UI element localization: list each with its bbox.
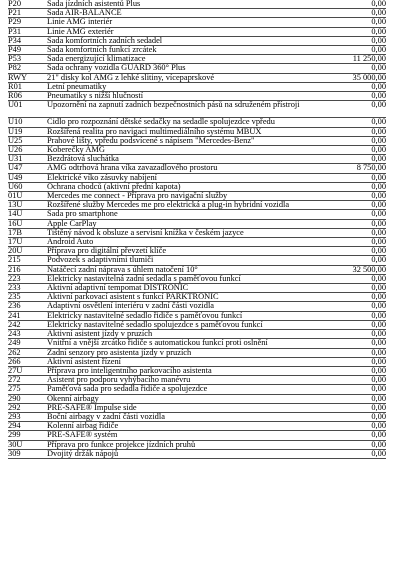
option-description: AMG odtrhová hrana víka zavazadlového prostoru <box>45 164 330 173</box>
table-row <box>8 265 386 274</box>
option-description: Příprava pro digitální převzetí klíče <box>45 247 330 256</box>
option-code: 13U <box>8 201 45 210</box>
option-description: Sada komfortních funkcí zrcátek <box>45 46 330 55</box>
option-price: 0,00 <box>330 118 386 127</box>
option-price: 0,00 <box>330 431 386 440</box>
option-description: Ochrana chodců (aktivní přední kapota) <box>45 182 330 191</box>
table-row <box>8 348 386 357</box>
option-price: 0,00 <box>330 82 386 91</box>
option-price: 0,00 <box>330 422 386 431</box>
option-code: RWY <box>8 73 45 82</box>
option-description: Elektricky nastavitelné sedadlo spolujezdce s paměťovou funkcí <box>45 320 330 329</box>
option-description: Sada komfortních zadních sedadel <box>45 36 330 45</box>
table-row <box>8 0 386 9</box>
option-price: 0,00 <box>330 182 386 191</box>
option-description: Linie AMG exteriér <box>45 27 330 36</box>
option-description: Příprava pro inteligentního parkovacího asistenta <box>45 366 330 375</box>
option-description: Kolenní airbag řidiče <box>45 422 330 431</box>
option-description: Elektricky nastavitelná zadní sedadla s paměťovou funkcí <box>45 274 330 283</box>
option-description: Boční airbagy v zadní části vozidla <box>45 412 330 421</box>
option-code: P21 <box>8 9 45 18</box>
table-row <box>8 412 386 421</box>
option-price: 0,00 <box>330 357 386 366</box>
options-table-body <box>8 0 386 458</box>
option-price: 0,00 <box>330 320 386 329</box>
option-code: P82 <box>8 64 45 73</box>
table-row <box>8 164 386 173</box>
option-price: 0,00 <box>330 46 386 55</box>
table-row <box>8 311 386 320</box>
option-price: 0,00 <box>330 146 386 155</box>
option-price: 0,00 <box>330 27 386 36</box>
option-description: Sada jízdních asistentů Plus <box>45 0 330 9</box>
table-row <box>8 449 386 458</box>
option-price: 0,00 <box>330 403 386 412</box>
option-price: 0,00 <box>330 36 386 45</box>
option-description: Apple CarPlay <box>45 219 330 228</box>
option-code: 243 <box>8 330 45 339</box>
option-code: 242 <box>8 320 45 329</box>
table-row <box>8 118 386 127</box>
option-description: Mercedes me connect - Příprava pro navigační služby <box>45 192 330 201</box>
option-description: Dvojitý držák nápojů <box>45 449 330 458</box>
option-price: 0,00 <box>330 101 386 118</box>
option-code: 27U <box>8 366 45 375</box>
option-code: P31 <box>8 27 45 36</box>
table-row <box>8 55 386 64</box>
option-price: 0,00 <box>330 173 386 182</box>
option-code: 30U <box>8 440 45 449</box>
table-row <box>8 64 386 73</box>
option-price: 0,00 <box>330 440 386 449</box>
option-code: 17B <box>8 228 45 237</box>
options-price-list <box>8 0 386 459</box>
option-code: U10 <box>8 118 45 127</box>
option-code: 17U <box>8 238 45 247</box>
table-row <box>8 385 386 394</box>
option-description: Sada pro smartphone <box>45 210 330 219</box>
option-price: 0,00 <box>330 238 386 247</box>
option-code: 299 <box>8 431 45 440</box>
option-price: 0,00 <box>330 348 386 357</box>
option-price: 0,00 <box>330 293 386 302</box>
table-row <box>8 440 386 449</box>
option-description: Adaptivní osvětlení interiéru v zadní části vozidla <box>45 302 330 311</box>
option-description: Android Auto <box>45 238 330 247</box>
table-row <box>8 394 386 403</box>
option-price: 35 000,00 <box>330 73 386 82</box>
option-price: 0,00 <box>330 18 386 27</box>
table-row <box>8 146 386 155</box>
option-code: 249 <box>8 339 45 348</box>
option-code: 236 <box>8 302 45 311</box>
option-code: 215 <box>8 256 45 265</box>
option-description: Elektrické víko zásuvky nabíjení <box>45 173 330 182</box>
table-row <box>8 431 386 440</box>
option-description: 21" disky kol AMG z lehké slitiny, vícepaprskové <box>45 73 330 82</box>
option-price: 0,00 <box>330 136 386 145</box>
option-price: 0,00 <box>330 201 386 210</box>
option-code: 262 <box>8 348 45 357</box>
option-description: Linie AMG interiér <box>45 18 330 27</box>
table-row <box>8 330 386 339</box>
option-price: 0,00 <box>330 155 386 164</box>
table-row <box>8 27 386 36</box>
option-price: 0,00 <box>330 256 386 265</box>
table-row <box>8 136 386 145</box>
table-row <box>8 155 386 164</box>
table-row <box>8 127 386 136</box>
table-row <box>8 274 386 283</box>
option-code: 309 <box>8 449 45 458</box>
table-row <box>8 101 386 118</box>
option-description: Koberečky AMG <box>45 146 330 155</box>
option-description: Pneumatiky s nižší hlučností <box>45 92 330 101</box>
option-code: U31 <box>8 155 45 164</box>
option-code: R01 <box>8 82 45 91</box>
option-code: 272 <box>8 376 45 385</box>
option-description: Natáčecí zadní náprava s úhlem natočení 10° <box>45 265 330 274</box>
table-row <box>8 46 386 55</box>
table-row <box>8 339 386 348</box>
option-price: 0,00 <box>330 0 386 9</box>
table-row <box>8 192 386 201</box>
option-price: 0,00 <box>330 9 386 18</box>
option-description: Čidlo pro rozpoznání dětské sedačky na sedadle spolujezdce vpředu <box>45 118 330 127</box>
option-price: 0,00 <box>330 210 386 219</box>
option-description: PRE-SAFE® systém <box>45 431 330 440</box>
options-table <box>8 0 386 459</box>
option-code: U26 <box>8 146 45 155</box>
option-price: 0,00 <box>330 302 386 311</box>
option-description: Příprava pro funkce projekce jízdních pruhů <box>45 440 330 449</box>
option-description: Vnitřní a vnější zrcátko řidiče s automatickou funkcí proti oslnění <box>45 339 330 348</box>
option-code: R06 <box>8 92 45 101</box>
option-code: P29 <box>8 18 45 27</box>
table-row <box>8 82 386 91</box>
option-price: 0,00 <box>330 394 386 403</box>
option-code: 235 <box>8 293 45 302</box>
option-description: Letní pneumatiky <box>45 82 330 91</box>
option-price: 0,00 <box>330 127 386 136</box>
option-description: Asistent pro podporu vyhýbacího manévru <box>45 376 330 385</box>
option-code: P49 <box>8 46 45 55</box>
option-description: Upozornění na zapnutí zadních bezpečnostních pásů na sdruženém přístroji <box>45 101 330 118</box>
option-price: 32 500,00 <box>330 265 386 274</box>
option-description: Prahové lišty, vpředu podsvícené s nápisem "Mercedes-Benz" <box>45 136 330 145</box>
option-price: 0,00 <box>330 92 386 101</box>
option-price: 8 750,00 <box>330 164 386 173</box>
option-code: P34 <box>8 36 45 45</box>
option-description: Sada energizující klimatizace <box>45 55 330 64</box>
option-description: Podvozek s adaptivními tlumiči <box>45 256 330 265</box>
table-row <box>8 92 386 101</box>
table-row <box>8 302 386 311</box>
table-row <box>8 403 386 412</box>
table-row <box>8 320 386 329</box>
option-code: U47 <box>8 164 45 173</box>
option-price: 0,00 <box>330 311 386 320</box>
option-code: U49 <box>8 173 45 182</box>
option-code: P20 <box>8 0 45 9</box>
option-code: 16U <box>8 219 45 228</box>
option-price: 11 250,00 <box>330 55 386 64</box>
option-description: Elektricky nastavitelné sedadlo řidiče s paměťovou funkcí <box>45 311 330 320</box>
option-code: 266 <box>8 357 45 366</box>
option-description: Aktivní asistent jízdy v pruzích <box>45 330 330 339</box>
table-row <box>8 228 386 237</box>
option-description: Aktivní parkovací asistent s funkcí PARKTRONIC <box>45 293 330 302</box>
option-price: 0,00 <box>330 247 386 256</box>
option-code: 275 <box>8 385 45 394</box>
option-code: 294 <box>8 422 45 431</box>
option-code: 241 <box>8 311 45 320</box>
table-row <box>8 238 386 247</box>
option-price: 0,00 <box>330 228 386 237</box>
option-price: 0,00 <box>330 284 386 293</box>
option-price: 0,00 <box>330 449 386 458</box>
option-code: U01 <box>8 101 45 118</box>
option-code: 20U <box>8 247 45 256</box>
option-code: 216 <box>8 265 45 274</box>
option-code: 290 <box>8 394 45 403</box>
option-price: 0,00 <box>330 412 386 421</box>
option-description: Sada ochrany vozidla GUARD 360° Plus <box>45 64 330 73</box>
option-description: Sada AIR-BALANCE <box>45 9 330 18</box>
table-row <box>8 18 386 27</box>
table-row <box>8 173 386 182</box>
option-price: 0,00 <box>330 192 386 201</box>
option-code: 233 <box>8 284 45 293</box>
option-description: Aktivní adaptivní tempomat DISTRONIC <box>45 284 330 293</box>
option-price: 0,00 <box>330 330 386 339</box>
table-row <box>8 284 386 293</box>
option-description: Okenní airbagy <box>45 394 330 403</box>
table-row <box>8 366 386 375</box>
table-row <box>8 357 386 366</box>
option-code: 01U <box>8 192 45 201</box>
table-row <box>8 219 386 228</box>
option-code: P53 <box>8 55 45 64</box>
table-row <box>8 201 386 210</box>
table-row <box>8 182 386 191</box>
table-row <box>8 9 386 18</box>
option-description: Rozšířené služby Mercedes me pro elektrická a plug-in hybridní vozidla <box>45 201 330 210</box>
option-code: U19 <box>8 127 45 136</box>
table-row <box>8 36 386 45</box>
option-description: Zadní senzory pro asistenta jízdy v pruzích <box>45 348 330 357</box>
option-price: 0,00 <box>330 385 386 394</box>
option-price: 0,00 <box>330 274 386 283</box>
option-code: 14U <box>8 210 45 219</box>
table-row <box>8 73 386 82</box>
option-description: Aktivní asistent řízení <box>45 357 330 366</box>
option-code: 223 <box>8 274 45 283</box>
option-code: U60 <box>8 182 45 191</box>
table-row <box>8 376 386 385</box>
table-row <box>8 256 386 265</box>
option-price: 0,00 <box>330 366 386 375</box>
table-row <box>8 422 386 431</box>
option-description: Rozšířená realita pro navigaci multimediálního systému MBUX <box>45 127 330 136</box>
option-description: Tištěný návod k obsluze a servisní knížka v českém jazyce <box>45 228 330 237</box>
option-price: 0,00 <box>330 339 386 348</box>
option-code: 292 <box>8 403 45 412</box>
option-description: Bezdrátová sluchátka <box>45 155 330 164</box>
option-code: U25 <box>8 136 45 145</box>
table-row <box>8 247 386 256</box>
option-description: PRE-SAFE® Impulse side <box>45 403 330 412</box>
option-price: 0,00 <box>330 219 386 228</box>
table-row <box>8 210 386 219</box>
option-price: 0,00 <box>330 376 386 385</box>
option-price: 0,00 <box>330 64 386 73</box>
table-row <box>8 293 386 302</box>
option-code: 293 <box>8 412 45 421</box>
option-description: Paměťová sada pro sedadla řidiče a spolujezdce <box>45 385 330 394</box>
